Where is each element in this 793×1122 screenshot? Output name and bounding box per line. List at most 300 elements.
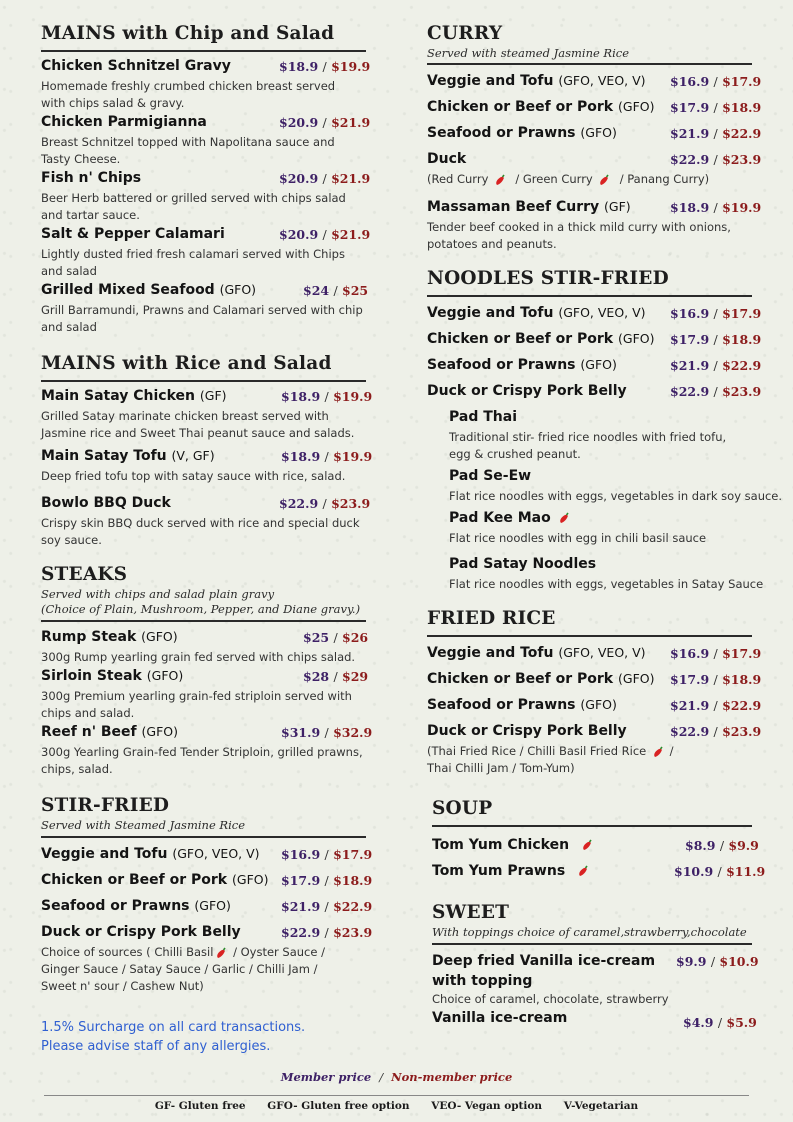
item-price xyxy=(279,170,370,188)
abbr-veo: VEO- Vegan option xyxy=(431,1100,543,1112)
item-price xyxy=(683,1014,757,1032)
member-price: $22.9 xyxy=(670,152,710,167)
section-fried-rice xyxy=(427,607,762,777)
menu-item xyxy=(41,870,373,896)
item-price xyxy=(670,697,761,715)
menu-item xyxy=(427,303,762,329)
item-name: with topping xyxy=(432,973,533,989)
item-name-text: Seafood or Prawns xyxy=(41,898,190,914)
item-price xyxy=(281,388,372,406)
item-name xyxy=(41,280,256,300)
curry-option: / Green Curry xyxy=(515,172,593,186)
diet-tag: (GFO, VEO, V) xyxy=(558,305,646,320)
menu-item xyxy=(41,280,369,302)
non-member-price: $22.9 xyxy=(722,358,762,373)
item-description: Tender beef cooked in a thick mild curry with onions, potatoes and peanuts. xyxy=(427,220,731,251)
item-price xyxy=(674,863,765,881)
member-price: $17.9 xyxy=(670,332,710,347)
price-separator: / xyxy=(322,227,327,242)
price-separator: / xyxy=(324,873,329,888)
diet-tag: (GFO) xyxy=(141,629,178,644)
item-price xyxy=(670,671,761,689)
item-name-text: Chicken or Beef or Pork xyxy=(427,331,614,347)
non-member-price: $23.9 xyxy=(333,925,373,940)
menu-item xyxy=(427,123,762,149)
non-member-price: $17.9 xyxy=(333,847,373,862)
item-description: Lightly dusted fried fresh calamari served with Chips and salad xyxy=(41,247,345,278)
item-name-text: Grilled Mixed Seafood xyxy=(41,282,215,298)
section-soup xyxy=(432,797,766,887)
option-text: Thai Chilli Jam / Tom-Yum) xyxy=(427,761,575,775)
member-price: $22.9 xyxy=(279,496,319,511)
item-description: Choice of caramel, chocolate, strawberry xyxy=(432,992,669,1006)
item-price xyxy=(670,151,761,169)
diet-tag: (GFO) xyxy=(194,898,231,913)
item-name: Salt & Pepper Calamari xyxy=(41,226,225,242)
menu-item xyxy=(41,493,371,515)
section-subtitle: With toppings choice of caramel,strawberry,chocolate xyxy=(432,925,747,939)
option-text: (Thai Fried Rice / Chilli Basil Fried Rice xyxy=(427,744,647,758)
item-name xyxy=(427,695,617,715)
member-price: $21.9 xyxy=(281,899,321,914)
member-price: $8.9 xyxy=(685,838,716,853)
section-steaks xyxy=(41,563,373,778)
price-separator: / xyxy=(322,496,327,511)
item-name xyxy=(41,627,178,647)
diet-tag: (GFO) xyxy=(141,724,178,739)
item-name: Duck or Crispy Pork Belly xyxy=(427,383,627,399)
item-name-text: Main Satay Chicken xyxy=(41,388,195,404)
item-price xyxy=(670,305,761,323)
non-member-price: $17.9 xyxy=(722,74,762,89)
non-member-price: $22.9 xyxy=(722,698,762,713)
price-separator: / xyxy=(324,389,329,404)
style-name-text: Pad Kee Mao xyxy=(449,510,551,526)
item-name: Duck or Crispy Pork Belly xyxy=(427,723,627,739)
menu-item xyxy=(427,381,762,407)
item-name-text: Veggie and Tofu xyxy=(427,645,554,661)
non-member-price: $26 xyxy=(342,630,369,645)
item-price xyxy=(670,645,761,663)
price-separator: / xyxy=(713,358,718,373)
item-name-text: Massaman Beef Curry xyxy=(427,199,600,215)
section-title: NOODLES STIR-FRIED xyxy=(427,268,669,289)
menu-item xyxy=(427,329,762,355)
item-name-text: Rump Steak xyxy=(41,629,137,645)
item-name-text: Chicken or Beef or Pork xyxy=(427,671,614,687)
section-title: CURRY xyxy=(427,23,503,44)
menu-item xyxy=(41,224,371,246)
non-member-price: $10.9 xyxy=(719,954,759,969)
diet-tag: (GFO) xyxy=(146,668,184,683)
item-name xyxy=(427,303,646,323)
item-name xyxy=(427,669,654,689)
style-description: Flat rice noodles with egg in chili basil sauce xyxy=(449,531,707,545)
item-price xyxy=(670,73,761,91)
section-sweet xyxy=(432,901,759,1034)
menu-item xyxy=(41,844,373,870)
item-price xyxy=(279,495,370,513)
price-separator: / xyxy=(713,724,718,739)
section-subtitle: Served with Steamed Jasmine Rice xyxy=(41,818,245,832)
non-member-price: $18.9 xyxy=(333,873,373,888)
item-price xyxy=(303,629,368,647)
price-separator: / xyxy=(333,283,338,298)
member-price: $16.9 xyxy=(670,646,710,661)
member-price: $18.9 xyxy=(670,200,710,215)
sauce-text: Ginger Sauce / Satay Sauce / Garlic / Chilli Jam / xyxy=(41,962,318,976)
chili-icon xyxy=(652,746,664,758)
member-price: $16.9 xyxy=(670,306,710,321)
member-price: $17.9 xyxy=(670,100,710,115)
section-subtitle: Served with steamed Jasmine Rice xyxy=(427,46,630,60)
member-price: $10.9 xyxy=(674,864,714,879)
non-member-price: $22.9 xyxy=(333,899,373,914)
menu-item xyxy=(432,1008,757,1034)
price-separator: / xyxy=(713,646,718,661)
item-name xyxy=(432,861,591,881)
item-description: Breast Schnitzel topped with Napolitana sauce and Tasty Cheese. xyxy=(41,135,335,166)
price-separator: / xyxy=(324,899,329,914)
item-name: Duck xyxy=(427,151,467,167)
item-price xyxy=(670,99,761,117)
non-member-price: $19.9 xyxy=(331,59,371,74)
member-price: $21.9 xyxy=(670,698,710,713)
menu-item xyxy=(41,446,373,468)
style-description: Flat rice noodles with eggs, vegetables in Satay Sauce xyxy=(449,577,764,591)
member-price: $18.9 xyxy=(279,59,319,74)
noodle-style xyxy=(449,554,752,576)
footer-divider xyxy=(44,1095,749,1096)
style-description: Traditional stir- fried rice noodles with fried tofu, egg & crushed peanut. xyxy=(449,430,727,461)
left-column xyxy=(41,20,373,995)
item-name xyxy=(41,896,231,916)
option-text: / xyxy=(669,744,674,758)
item-price xyxy=(303,282,368,300)
sauce-options xyxy=(41,944,366,995)
item-name-text: Sirloin Steak xyxy=(41,668,142,684)
member-price: $25 xyxy=(303,630,330,645)
diet-tag: (GF) xyxy=(604,199,631,214)
price-separator: / xyxy=(717,1015,723,1030)
section-mains-rice xyxy=(41,352,373,549)
diet-tag: (GFO) xyxy=(618,99,655,114)
member-price: $22.9 xyxy=(670,724,710,739)
menu-item xyxy=(41,168,371,190)
member-price: $18.9 xyxy=(281,389,321,404)
abbr-gfo: GFO- Gluten free option xyxy=(267,1100,410,1112)
item-name xyxy=(41,870,268,890)
non-member-price: $32.9 xyxy=(333,725,373,740)
item-name-text: Reef n' Beef xyxy=(41,724,137,740)
item-name-text: Main Satay Tofu xyxy=(41,448,167,464)
item-name-text: Seafood or Prawns xyxy=(427,697,576,713)
member-price: $16.9 xyxy=(281,847,321,862)
non-member-price: $23.9 xyxy=(722,152,762,167)
menu-item xyxy=(427,643,762,669)
diet-tag: (GFO, VEO, V) xyxy=(558,73,646,88)
sauce-text: Choice of sources ( Chilli Basil xyxy=(41,945,214,959)
non-member-price: $21.9 xyxy=(331,115,371,130)
right-column xyxy=(427,20,783,1034)
item-price xyxy=(670,199,761,217)
item-price xyxy=(279,226,370,244)
section-stir-fried xyxy=(41,794,373,995)
menu-item xyxy=(427,721,762,743)
section-divider xyxy=(41,836,366,838)
non-member-price: $18.9 xyxy=(722,100,762,115)
item-name-text: Veggie and Tofu xyxy=(41,846,168,862)
legend-non-member: Non-member price xyxy=(391,1070,513,1084)
menu-item xyxy=(427,355,762,381)
section-noodles xyxy=(427,267,783,593)
price-separator: / xyxy=(333,630,338,645)
section-divider xyxy=(41,380,366,382)
price-separator: / xyxy=(710,954,716,969)
abbr-gf: GF- Gluten free xyxy=(154,1100,246,1112)
member-price: $9.9 xyxy=(676,954,707,969)
item-name xyxy=(41,386,227,406)
section-subtitle: (Choice of Plain, Mushroom, Pepper, and Diane gravy.) xyxy=(41,602,361,616)
price-separator: / xyxy=(324,449,329,464)
non-member-price: $18.9 xyxy=(722,332,762,347)
item-name xyxy=(427,71,646,91)
non-member-price: $17.9 xyxy=(722,306,762,321)
non-member-price: $19.9 xyxy=(333,389,373,404)
noodle-style xyxy=(449,466,752,488)
item-name xyxy=(41,446,215,466)
member-price: $18.9 xyxy=(281,449,321,464)
price-separator: / xyxy=(324,847,329,862)
item-name: Deep fried Vanilla ice-cream xyxy=(432,953,656,969)
non-member-price: $23.9 xyxy=(331,496,371,511)
item-price xyxy=(281,872,372,890)
price-separator: / xyxy=(713,672,718,687)
item-price xyxy=(279,114,370,132)
non-member-price: $17.9 xyxy=(722,646,762,661)
non-member-price: $21.9 xyxy=(331,171,371,186)
item-name xyxy=(41,722,178,742)
non-member-price: $25 xyxy=(342,283,369,298)
non-member-price: $21.9 xyxy=(331,227,371,242)
diet-tag: (V, GF) xyxy=(171,448,215,463)
member-price: $20.9 xyxy=(279,227,319,242)
item-price xyxy=(676,953,759,971)
item-name: Fish n' Chips xyxy=(41,170,142,186)
menu-item xyxy=(427,197,762,219)
style-name xyxy=(449,508,572,528)
non-member-price: $19.9 xyxy=(722,200,762,215)
price-separator: / xyxy=(322,115,327,130)
item-price xyxy=(281,724,372,742)
diet-tag: (GFO) xyxy=(580,357,617,372)
price-legend xyxy=(0,1070,793,1084)
price-separator: / xyxy=(324,725,329,740)
non-member-price: $18.9 xyxy=(722,672,762,687)
chili-icon xyxy=(577,865,589,877)
member-price: $4.9 xyxy=(683,1015,714,1030)
item-name-text: Tom Yum Prawns xyxy=(432,863,566,879)
item-price xyxy=(281,924,372,942)
price-separator: / xyxy=(324,925,329,940)
notes xyxy=(41,1018,305,1056)
item-description: Grill Barramundi, Prawns and Calamari served with chip and salad xyxy=(41,303,363,334)
non-member-price: $9.9 xyxy=(728,838,759,853)
menu-item xyxy=(41,386,373,408)
item-price xyxy=(303,668,368,686)
section-divider xyxy=(432,825,752,827)
item-description: Crispy skin BBQ duck served with rice and special duck soy sauce. xyxy=(41,516,360,547)
price-separator: / xyxy=(713,152,718,167)
non-member-price: $19.9 xyxy=(333,449,373,464)
section-title: SWEET xyxy=(432,902,510,923)
menu-item xyxy=(41,922,373,944)
price-separator: / xyxy=(333,669,338,684)
price-separator: / xyxy=(713,384,718,399)
member-price: $20.9 xyxy=(279,115,319,130)
sauce-text: Sweet n' sour / Cashew Nut) xyxy=(41,979,204,993)
item-name: Chicken Schnitzel Gravy xyxy=(41,58,231,74)
item-name xyxy=(427,643,646,663)
section-divider xyxy=(427,63,752,65)
diet-tag: (GFO) xyxy=(232,872,269,887)
item-price xyxy=(670,723,761,741)
price-separator: / xyxy=(713,306,718,321)
item-price xyxy=(281,898,372,916)
diet-tag: (GFO, VEO, V) xyxy=(172,846,260,861)
price-separator: / xyxy=(713,332,718,347)
sauce-text: / Oyster Sauce / xyxy=(233,945,325,959)
diet-tag: (GF) xyxy=(199,388,227,403)
price-separator: / xyxy=(713,100,718,115)
curry-option: (Red Curry xyxy=(427,172,489,186)
menu-item xyxy=(427,149,762,171)
price-separator: / xyxy=(322,59,327,74)
item-price xyxy=(670,125,761,143)
chili-icon xyxy=(581,839,593,851)
menu-item xyxy=(427,695,762,721)
menu-item xyxy=(432,861,766,887)
item-name-text: Chicken or Beef or Pork xyxy=(41,872,228,888)
item-name-text: Veggie and Tofu xyxy=(427,305,554,321)
item-name xyxy=(427,355,617,375)
item-name-text: Seafood or Prawns xyxy=(427,125,576,141)
member-price: $24 xyxy=(303,283,330,298)
section-title: STIR-FRIED xyxy=(41,795,170,816)
item-name xyxy=(41,844,260,864)
menu-item xyxy=(41,627,369,649)
member-price: $22.9 xyxy=(281,925,321,940)
section-divider xyxy=(41,50,366,52)
menu-item xyxy=(41,666,369,688)
item-description: 300g Rump yearling grain fed served with chips salad. xyxy=(41,650,356,664)
item-price xyxy=(670,383,761,401)
menu-item xyxy=(432,951,759,991)
member-price: $17.9 xyxy=(670,672,710,687)
chili-icon xyxy=(598,174,610,186)
section-title: FRIED RICE xyxy=(427,608,556,629)
curry-option: / Panang Curry) xyxy=(619,172,710,186)
diet-tag: (GFO) xyxy=(618,331,655,346)
menu-item xyxy=(432,835,759,861)
fried-rice-options xyxy=(427,743,752,777)
item-price xyxy=(281,846,372,864)
section-title: MAINS with Chip and Salad xyxy=(41,23,335,44)
style-name: Pad Se-Ew xyxy=(449,468,532,484)
item-name xyxy=(427,329,654,349)
style-description: Flat rice noodles with eggs, vegetables in dark soy sauce. xyxy=(449,489,783,503)
member-price: $17.9 xyxy=(281,873,321,888)
item-price xyxy=(279,58,370,76)
menu-item xyxy=(427,71,762,97)
chili-icon xyxy=(558,512,570,524)
menu-item xyxy=(41,896,373,922)
item-name xyxy=(41,666,183,686)
chili-icon xyxy=(494,174,506,186)
member-price: $21.9 xyxy=(670,358,710,373)
price-separator: / xyxy=(717,864,722,879)
diet-tag: (GFO) xyxy=(618,671,655,686)
item-name xyxy=(427,123,617,143)
item-name: Chicken Parmigianna xyxy=(41,114,207,130)
price-separator: / xyxy=(719,838,725,853)
non-member-price: $23.9 xyxy=(722,384,762,399)
chili-icon xyxy=(215,947,227,959)
section-divider xyxy=(427,295,752,297)
item-description: 300g Yearling Grain-fed Tender Striploin, grilled prawns, chips, salad. xyxy=(41,745,363,776)
diet-tag: (GFO, VEO, V) xyxy=(558,645,646,660)
item-name: Vanilla ice-cream xyxy=(432,1010,568,1026)
legend-slash: / xyxy=(379,1070,384,1084)
section-mains-chip xyxy=(41,22,371,336)
section-divider xyxy=(427,635,752,637)
member-price: $31.9 xyxy=(281,725,321,740)
item-name xyxy=(432,835,595,855)
curry-options xyxy=(427,171,752,188)
menu-item xyxy=(41,722,373,744)
item-price xyxy=(281,448,372,466)
non-member-price: $29 xyxy=(342,669,369,684)
price-separator: / xyxy=(322,171,327,186)
diet-tag: (GFO) xyxy=(580,125,617,140)
member-price: $16.9 xyxy=(670,74,710,89)
item-description: Grilled Satay marinate chicken breast served with Jasmine rice and Sweet Thai peanut sauce and salads. xyxy=(41,409,355,440)
diet-tag: (GFO) xyxy=(580,697,617,712)
item-name-text: Tom Yum Chicken xyxy=(432,837,570,853)
menu-item xyxy=(41,56,371,78)
noodle-style xyxy=(449,508,752,530)
menu-item xyxy=(427,669,762,695)
noodle-styles xyxy=(427,407,783,593)
member-price: $28 xyxy=(303,669,330,684)
price-separator: / xyxy=(713,74,718,89)
section-curry xyxy=(427,22,762,253)
abbr-v: V-Vegetarian xyxy=(563,1100,639,1112)
item-description: Beer Herb battered or grilled served with chips salad and tartar sauce. xyxy=(41,191,346,222)
style-name: Pad Satay Noodles xyxy=(449,556,597,572)
menu-item xyxy=(41,112,371,134)
member-price: $20.9 xyxy=(279,171,319,186)
noodle-style xyxy=(449,407,752,429)
member-price: $22.9 xyxy=(670,384,710,399)
diet-tag: (GFO) xyxy=(219,282,257,297)
section-subtitle: Served with chips and salad plain gravy xyxy=(41,587,275,601)
surcharge-note: 1.5% Surcharge on all card transactions. xyxy=(41,1020,306,1035)
legend-member: Member price xyxy=(280,1070,372,1084)
price-separator: / xyxy=(713,126,718,141)
item-name-text: Veggie and Tofu xyxy=(427,73,554,89)
item-name: Bowlo BBQ Duck xyxy=(41,495,171,511)
